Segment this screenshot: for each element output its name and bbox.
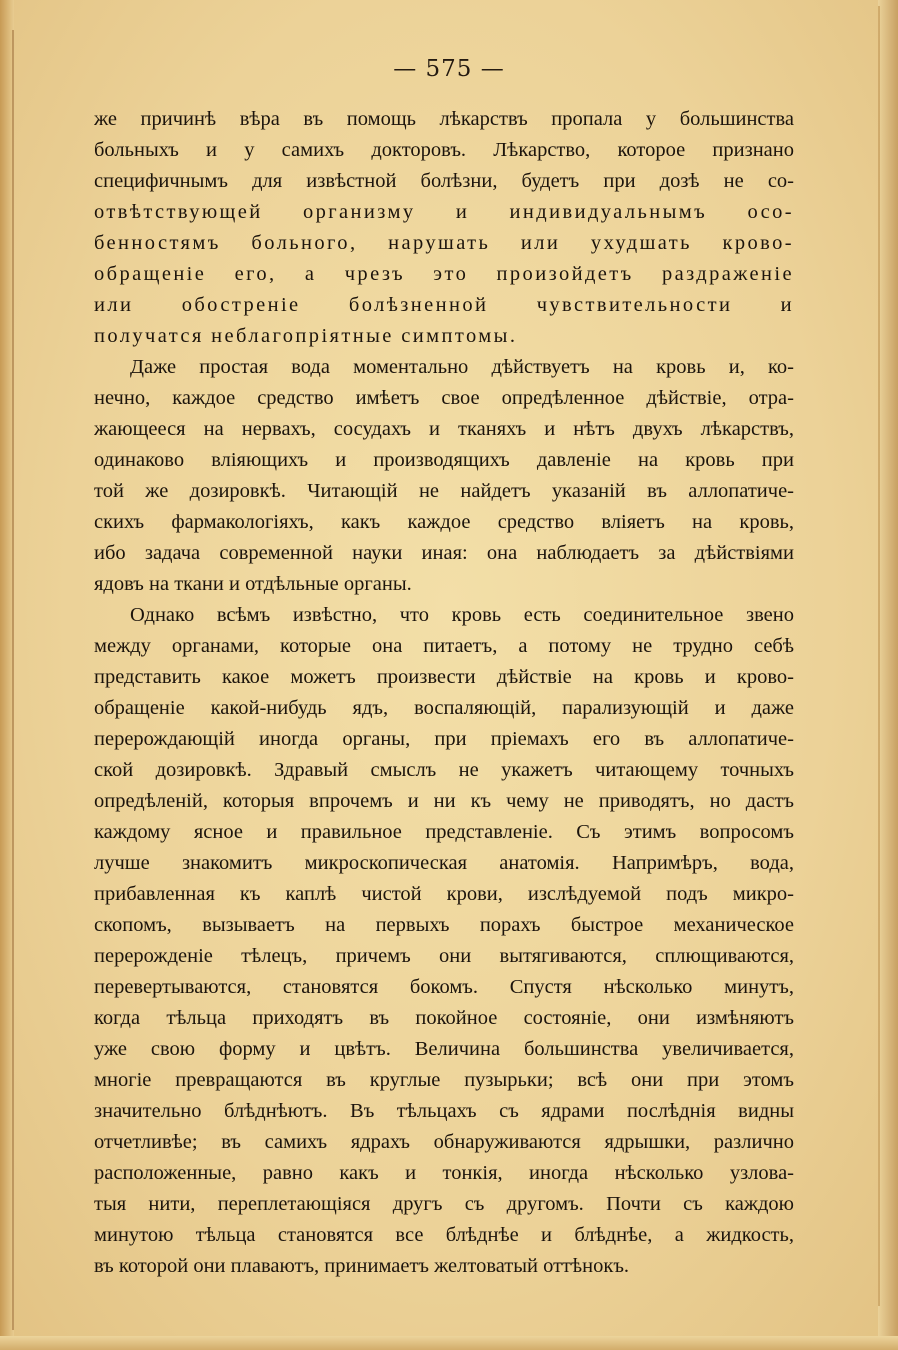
text-line: одинаково вліяющихъ и производящихъ давленіе на кровь при	[94, 449, 794, 471]
text-line: скопомъ, вызываетъ на первыхъ порахъ быстрое механическое	[94, 914, 794, 936]
text-line: скихъ фармакологіяхъ, какъ каждое средство вліяетъ на кровь,	[94, 511, 794, 533]
text-line: Однако всѣмъ извѣстно, что кровь есть соединительное звено	[130, 604, 794, 626]
text-line: или обостреніе болѣзненной чувствительности и	[94, 294, 794, 316]
text-line: опредѣленій, которыя впрочемъ и ни къ чему не приводятъ, но дастъ	[94, 790, 794, 812]
text-line: перерожденіе тѣлецъ, причемъ они вытягиваются, сплющиваются,	[94, 945, 794, 967]
binding-shadow-left	[12, 30, 14, 1330]
text-line: перевертываются, становятся бокомъ. Спустя нѣсколько минутъ,	[94, 976, 794, 998]
text-line: каждому ясное и правильное представленіе. Съ этимъ вопросомъ	[94, 821, 794, 843]
text-line: жающееся на нервахъ, сосудахъ и тканяхъ и нѣтъ двухъ лѣкарствъ,	[94, 418, 794, 440]
text-line: значительно блѣднѣютъ. Въ тѣльцахъ съ ядрами послѣднія видны	[94, 1100, 794, 1122]
text-line: когда тѣльца приходятъ въ покойное состояніе, они измѣняютъ	[94, 1007, 794, 1029]
text-line: представить какое можетъ произвести дѣйствіе на кровь и крово-	[94, 666, 794, 688]
text-line: бенностямъ больного, нарушать или ухудшать крово-	[94, 232, 794, 254]
text-line: минутою тѣльца становятся все блѣднѣе и блѣднѣе, а жидкость,	[94, 1224, 794, 1246]
text-line: ядовъ на ткани и отдѣльные органы.	[94, 573, 412, 595]
text-line: отвѣтствующей организму и индивидуальнымъ осо-	[94, 201, 794, 223]
page-number: — 575 —	[393, 56, 505, 82]
text-line: получатся неблагопріятные симптомы.	[94, 325, 518, 347]
page-right-edge	[878, 0, 898, 1350]
binding-shadow-right	[878, 6, 880, 1306]
text-line: ибо задача современной науки иная: она наблюдаетъ за дѣйствіями	[94, 542, 794, 564]
body-text	[94, 104, 794, 1282]
text-line: обращеніе его, а чрезъ это произойдетъ раздраженіе	[94, 263, 794, 285]
text-line: лучше знакомитъ микроскопическая анатомія. Напримѣръ, вода,	[94, 852, 794, 874]
text-line: нечно, каждое средство имѣетъ свое опредѣленное дѣйствіе, отра-	[94, 387, 794, 409]
text-line: Даже простая вода моментально дѣйствуетъ на кровь и, ко-	[130, 356, 794, 378]
text-line: обращеніе какой-нибудь ядъ, воспаляющій, парализующій и даже	[94, 697, 794, 719]
text-line: многіе превращаются въ круглые пузырьки; всѣ они при этомъ	[94, 1069, 794, 1091]
text-line: расположенные, равно какъ и тонкія, иногда нѣсколько узлова-	[94, 1162, 794, 1184]
text-line: перерождающій иногда органы, при пріемахъ его въ аллопатиче-	[94, 728, 794, 750]
text-line: отчетливѣе; въ самихъ ядрахъ обнаруживаются ядрышки, различно	[94, 1131, 794, 1153]
text-line: уже свою форму и цвѣтъ. Величина большинства увеличивается,	[94, 1038, 794, 1060]
text-line: же причинѣ вѣра въ помощь лѣкарствъ пропала у большинства	[94, 108, 794, 130]
text-line: специфичнымъ для извѣстной болѣзни, будетъ при дозѣ не со-	[94, 170, 794, 192]
text-line: между органами, которые она питаетъ, а потому не трудно себѣ	[94, 635, 794, 657]
text-line: больныхъ и у самихъ докторовъ. Лѣкарство, которое признано	[94, 139, 794, 161]
text-line: въ которой они плаваютъ, принимаетъ желтоватый оттѣнокъ.	[94, 1255, 630, 1277]
text-line: ской дозировкѣ. Здравый смыслъ не укажетъ читающему точныхъ	[94, 759, 794, 781]
page-bottom-edge	[0, 1336, 898, 1350]
text-line: прибавленная къ каплѣ чистой крови, изслѣдуемой подъ микро-	[94, 883, 794, 905]
text-line: той же дозировкѣ. Читающій не найдетъ указаній въ аллопатиче-	[94, 480, 794, 502]
text-line: тыя нити, переплетающіяся другъ съ другомъ. Почти съ каждою	[94, 1193, 794, 1215]
